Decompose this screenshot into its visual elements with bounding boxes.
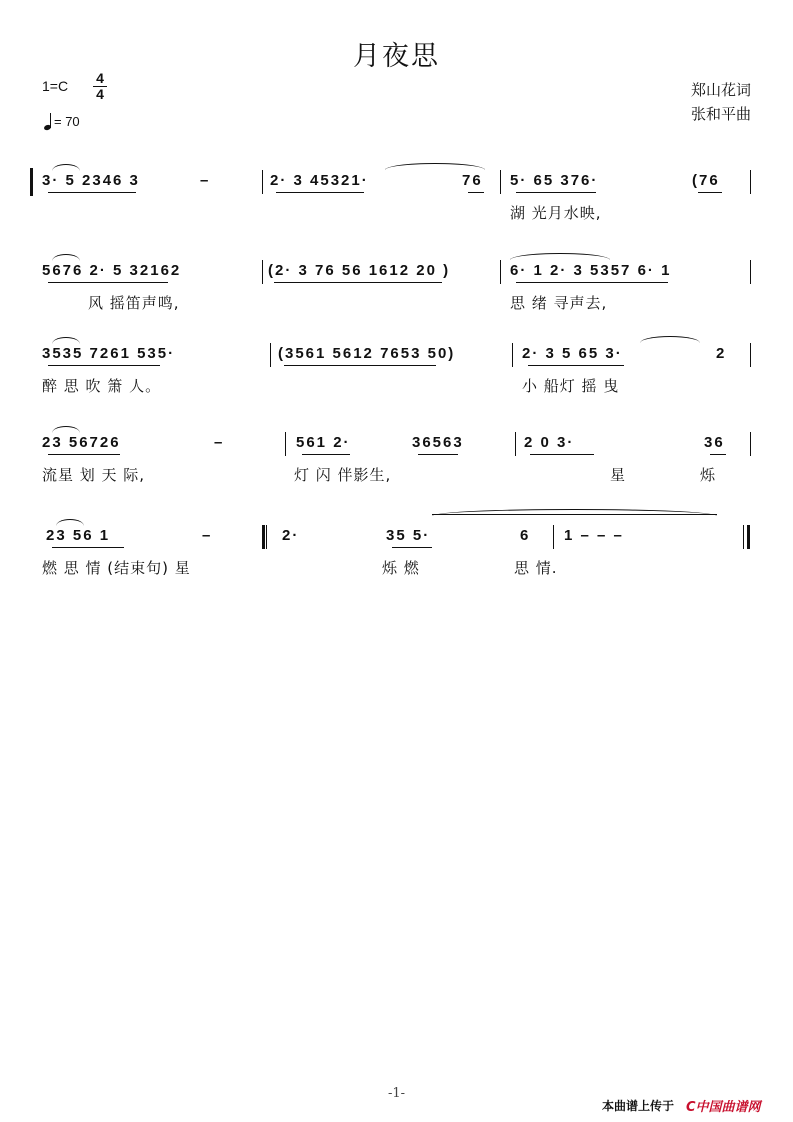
final-barline	[747, 525, 750, 549]
lyric-segment: 星	[610, 466, 627, 484]
composer-credit: 张和平曲	[690, 105, 751, 123]
lyric-segment: 烁 燃	[382, 559, 420, 577]
music-segment: 2· 3 5 65 3·	[522, 345, 623, 362]
beam-line	[392, 547, 432, 548]
music-segment: (3561 5612 7653 50)	[278, 345, 456, 362]
beam-line	[52, 547, 124, 548]
tempo-marking	[44, 113, 80, 130]
beam-line	[528, 365, 624, 366]
bar-line	[512, 343, 513, 367]
beam-line	[468, 192, 484, 193]
logo-text: 中国曲谱网	[695, 1100, 761, 1115]
slur-mark	[52, 164, 80, 171]
repeat-start-sign	[30, 168, 33, 196]
bar-line	[750, 432, 751, 456]
final-barline	[266, 525, 267, 549]
lyricist-credit: 郑山花词	[690, 81, 751, 99]
lyric-segment: 灯 闪 伴影生,	[294, 466, 392, 484]
time-signature-bottom: 4	[96, 86, 104, 102]
beam-line	[48, 454, 120, 455]
music-segment: –	[214, 434, 225, 451]
lyric-segment: 风 摇笛声鸣,	[88, 294, 180, 312]
lyric-segment: 思 绪 寻声去,	[510, 294, 608, 312]
bar-line	[262, 260, 263, 284]
bar-line	[750, 170, 751, 194]
upload-note: 本曲谱上传于	[602, 1099, 675, 1113]
time-signature	[93, 72, 107, 101]
music-segment: 36	[704, 434, 725, 451]
beam-line	[48, 365, 160, 366]
beam-line	[530, 454, 594, 455]
beam-line	[302, 454, 350, 455]
page-number: -1-	[387, 1086, 406, 1101]
beam-line	[48, 192, 136, 193]
music-segment: 23 56 1	[46, 527, 111, 544]
beam-line	[516, 192, 596, 193]
site-logo	[686, 1096, 761, 1115]
quarter-note-icon	[44, 113, 54, 130]
beam-line	[710, 454, 726, 455]
music-segment: 561 2·	[296, 434, 351, 451]
music-segment: 3535 7261 535·	[42, 345, 176, 362]
bar-line	[262, 170, 263, 194]
music-segment: 6	[520, 527, 531, 544]
lyric-segment: 小 船灯 摇 曳	[522, 377, 620, 395]
final-barline	[262, 525, 265, 549]
lyric-segment: 流星 划 天 际,	[42, 466, 146, 484]
music-segment: 2 0 3·	[524, 434, 575, 451]
music-segment: 6· 1 2· 3 5357 6· 1	[510, 262, 672, 279]
music-segment: 1 – – –	[564, 527, 624, 544]
tie-line	[510, 253, 610, 260]
beam-line	[274, 282, 442, 283]
bar-line	[750, 343, 751, 367]
key-signature: 1=C	[42, 78, 69, 94]
music-segment: 2·	[282, 527, 300, 544]
lyric-segment: 燃 思 情 (结束句) 星	[42, 559, 191, 577]
music-segment: 23 56726	[42, 434, 121, 451]
slur-mark	[56, 519, 84, 526]
slur-mark	[52, 426, 80, 433]
bar-line	[750, 260, 751, 284]
tempo-value: = 70	[54, 114, 80, 129]
beam-line	[284, 365, 436, 366]
music-segment: (76	[692, 172, 720, 189]
beam-line	[698, 192, 722, 193]
fermata-line	[432, 514, 717, 515]
music-segment: –	[200, 172, 211, 189]
final-barline	[743, 525, 744, 549]
credits	[691, 78, 751, 126]
lyric-segment: 烁	[700, 466, 717, 484]
music-segment: 76	[462, 172, 483, 189]
beam-line	[418, 454, 458, 455]
music-segment: 2· 3 45321·	[270, 172, 369, 189]
music-segment: 35 5·	[386, 527, 431, 544]
music-segment: 2	[716, 345, 727, 362]
lyric-segment: 醉 思 吹 箫 人。	[42, 377, 162, 395]
bar-line	[515, 432, 516, 456]
time-signature-top: 4	[96, 70, 104, 86]
beam-line	[516, 282, 668, 283]
page-title: 月夜思	[353, 41, 440, 72]
slur-mark	[52, 337, 80, 344]
bar-line	[270, 343, 271, 367]
tie-line	[385, 163, 485, 170]
music-segment: 36563	[412, 434, 464, 451]
music-segment: 5676 2· 5 32162	[42, 262, 182, 279]
bar-line	[500, 170, 501, 194]
tie-line	[640, 336, 700, 343]
music-segment: 3· 5 2346 3	[42, 172, 140, 189]
music-segment: 5· 65 376·	[510, 172, 599, 189]
bar-line	[553, 525, 554, 549]
logo-mark-icon: C	[686, 1100, 696, 1115]
bar-line	[285, 432, 286, 456]
bar-line	[500, 260, 501, 284]
music-segment: (2· 3 76 56 1612 20 )	[268, 262, 451, 279]
beam-line	[276, 192, 364, 193]
music-segment: –	[202, 527, 213, 544]
beam-line	[48, 282, 168, 283]
slur-mark	[52, 254, 80, 261]
lyric-segment: 思 情.	[514, 559, 558, 577]
lyric-segment: 湖 光月水映,	[510, 204, 602, 222]
